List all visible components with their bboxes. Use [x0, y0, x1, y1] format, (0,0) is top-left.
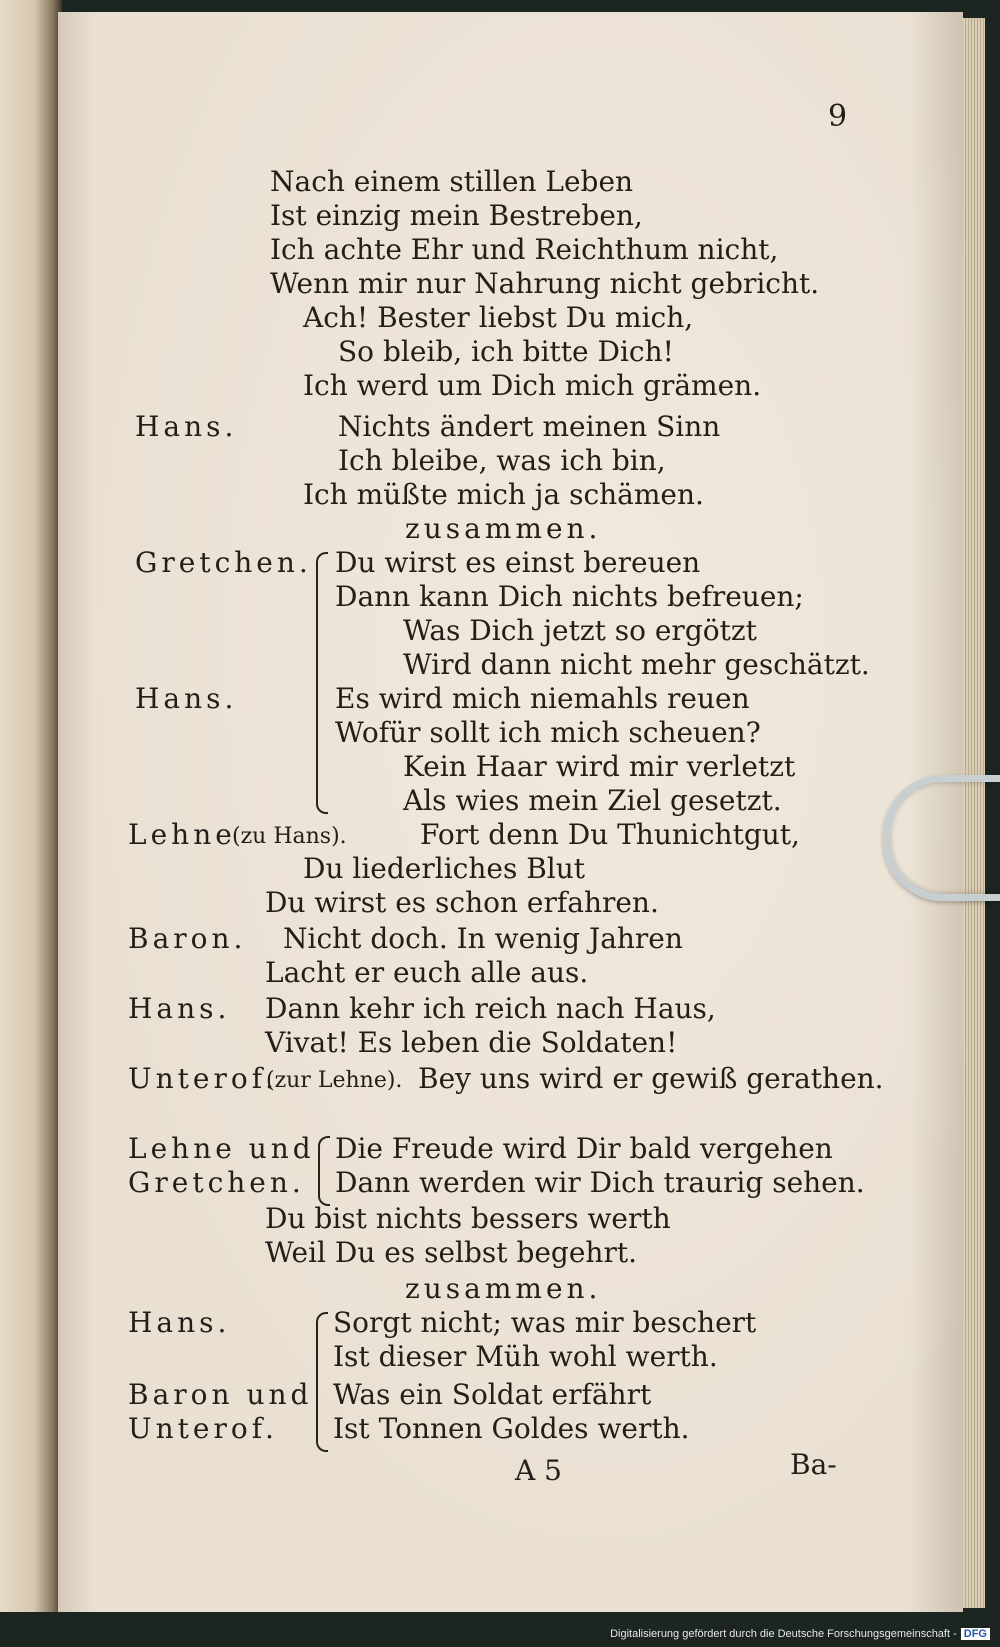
verse-line: Wenn mir nur Nahrung nicht gebricht. — [270, 267, 820, 300]
verse-line: Dann kehr ich reich nach Haus, — [265, 992, 716, 1025]
verse-line: Du wirst es schon erfahren. — [265, 886, 659, 919]
verse-line: Ist dieser Müh wohl werth. — [333, 1340, 718, 1373]
brace — [318, 1136, 330, 1206]
signature-mark: A 5 — [515, 1454, 562, 1487]
speaker-name: Gretchen. — [135, 546, 312, 579]
speaker-name: Lehne und — [128, 1132, 315, 1165]
speaker-name: Gretchen. — [128, 1166, 305, 1199]
verse-line: Sorgt nicht; was mir beschert — [333, 1306, 757, 1339]
verse-line: Was ein Soldat erfährt — [333, 1378, 652, 1411]
verse-line: Kein Haar wird mir verletzt — [403, 750, 796, 783]
verse-line: Fort denn Du Thunichtgut, — [420, 818, 800, 851]
verse-line: Ist einzig mein Bestreben, — [270, 199, 643, 232]
brace — [316, 1312, 328, 1452]
digitization-credit — [0, 1628, 990, 1640]
verse-line: So bleib, ich bitte Dich! — [338, 335, 674, 368]
verse-line: Ich achte Ehr und Reichthum nicht, — [270, 233, 779, 266]
catchword: Ba- — [790, 1448, 837, 1481]
verse-line: Nach einem stillen Leben — [270, 165, 634, 198]
verse-line: Lacht er euch alle aus. — [265, 956, 589, 989]
verse-line: Ach! Bester liebst Du mich, — [303, 301, 694, 334]
verse-line: Wird dann nicht mehr geschätzt. — [403, 648, 870, 681]
verse-line: Die Freude wird Dir bald vergehen — [335, 1132, 833, 1165]
verse-line: Du wirst es einst bereuen — [335, 546, 701, 579]
speaker-name: Lehne — [128, 818, 236, 851]
speaker-name: Hans. — [135, 682, 238, 715]
verse-line: Wofür sollt ich mich scheuen? — [335, 716, 761, 749]
credit-text: Digitalisierung gefördert durch die Deutsche Forschungsgemeinschaft - — [610, 1628, 957, 1640]
verse-line: Was Dich jetzt so ergötzt — [403, 614, 757, 647]
dfg-logo: DFG — [961, 1628, 990, 1640]
stage-direction: zusammen. — [405, 512, 602, 545]
verse-line: Vivat! Es leben die Soldaten! — [265, 1026, 678, 1059]
speaker-name: Hans. — [128, 992, 231, 1025]
verse-line: Ich werd um Dich mich grämen. — [303, 369, 762, 402]
book-left-edge — [0, 0, 62, 1647]
speaker-name: Hans. — [135, 410, 238, 443]
verse-line: Bey uns wird er gewiß gerathen. — [418, 1062, 884, 1095]
verse-line: Ich bleibe, was ich bin, — [338, 444, 666, 477]
stage-direction: zusammen. — [405, 1272, 602, 1305]
verse-line: Nichts ändert meinen Sinn — [338, 410, 721, 443]
stage-direction: (zur Lehne). — [266, 1068, 403, 1093]
verse-line: Nicht doch. In wenig Jahren — [283, 922, 683, 955]
speaker-name: Hans. — [128, 1306, 231, 1339]
verse-line: Es wird mich niemahls reuen — [335, 682, 750, 715]
speaker-name: Baron. — [128, 922, 247, 955]
verse-line: Dann kann Dich nichts befreuen; — [335, 580, 804, 613]
verse-line: Ich müßte mich ja schämen. — [303, 478, 704, 511]
verse-line: Dann werden wir Dich traurig sehen. — [335, 1166, 865, 1199]
stage-direction: (zu Hans). — [232, 824, 347, 849]
brace — [316, 552, 328, 814]
verse-line: Als wies mein Ziel gesetzt. — [403, 784, 782, 817]
verse-line: Weil Du es selbst begehrt. — [265, 1236, 637, 1269]
verse-line: Du bist nichts bessers werth — [265, 1202, 671, 1235]
speaker-name: Unterof. — [128, 1062, 278, 1095]
speaker-name: Unterof. — [128, 1412, 278, 1445]
paper-clip — [883, 775, 1000, 901]
verse-line: Du liederliches Blut — [303, 852, 586, 885]
page-number: 9 — [828, 99, 848, 134]
speaker-name: Baron und — [128, 1378, 313, 1411]
verse-line: Ist Tonnen Goldes werth. — [333, 1412, 690, 1445]
